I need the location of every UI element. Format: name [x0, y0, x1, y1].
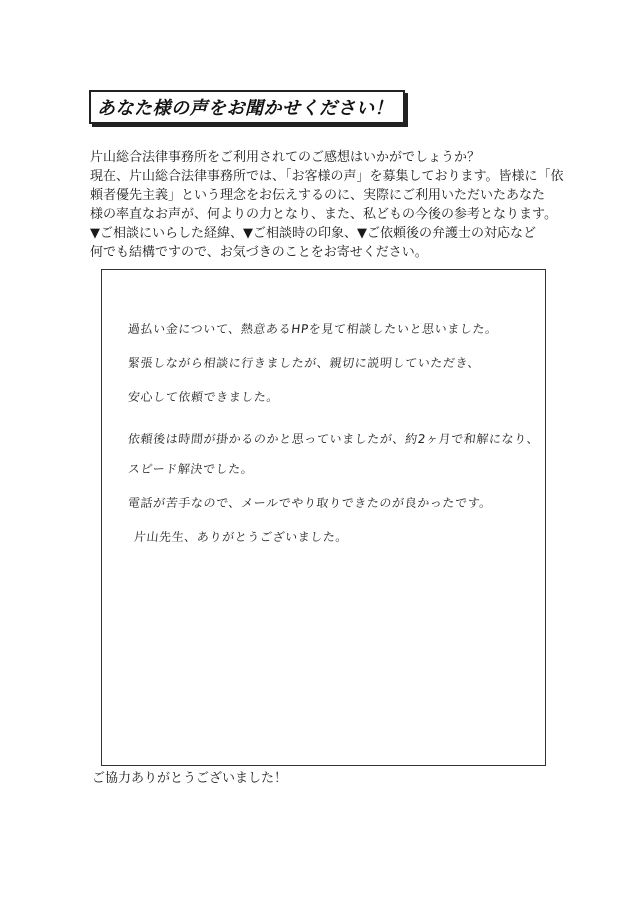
- customer-message-box: [101, 269, 546, 766]
- page-title: [89, 90, 405, 124]
- intro-paragraph: [90, 148, 564, 262]
- intro-line: ▼ご相談にいらした経緯、▼ご相談時の印象、▼ご依頼後の弁護士の対応など: [90, 226, 536, 241]
- handwritten-line: スピード解決でした。: [127, 462, 255, 476]
- handwritten-line: 電話が苦手なので、メールでやり取りできたのが良かったです。: [127, 496, 493, 510]
- intro-line: 頼者優先主義」という理念をお伝えするのに、実際にご利用いただいたあなた: [90, 188, 546, 203]
- page-title-text: あなた様の声をお聞かせください！: [97, 98, 393, 119]
- handwritten-line: 依頼後は時間が掛かるのかと思っていましたが、約2ヶ月で和解になり、: [127, 432, 541, 446]
- closing-text: ご協力ありがとうございました！: [92, 771, 288, 786]
- handwritten-line: 過払い金について、熱意あるHPを見て相談したいと思いました。: [127, 322, 499, 336]
- intro-line: 現在、片山総合法律事務所では、「お客様の声」を募集しております。皆様に「依: [90, 169, 564, 184]
- handwritten-line: 緊張しながら相談に行きましたが、親切に説明していただき、: [127, 356, 482, 370]
- intro-line: 様の率直なお声が、何よりの力となり、また、私どもの今後の参考となります。: [90, 207, 557, 222]
- handwritten-line: 片山先生、ありがとうございました。: [133, 530, 349, 544]
- handwritten-line: 安心して依頼できました。: [127, 390, 280, 404]
- intro-line: 何でも結構ですので、お気づきのことをお寄せください。: [90, 245, 428, 260]
- intro-line: 片山総合法律事務所をご利用されてのご感想はいかがでしょうか？: [90, 150, 481, 165]
